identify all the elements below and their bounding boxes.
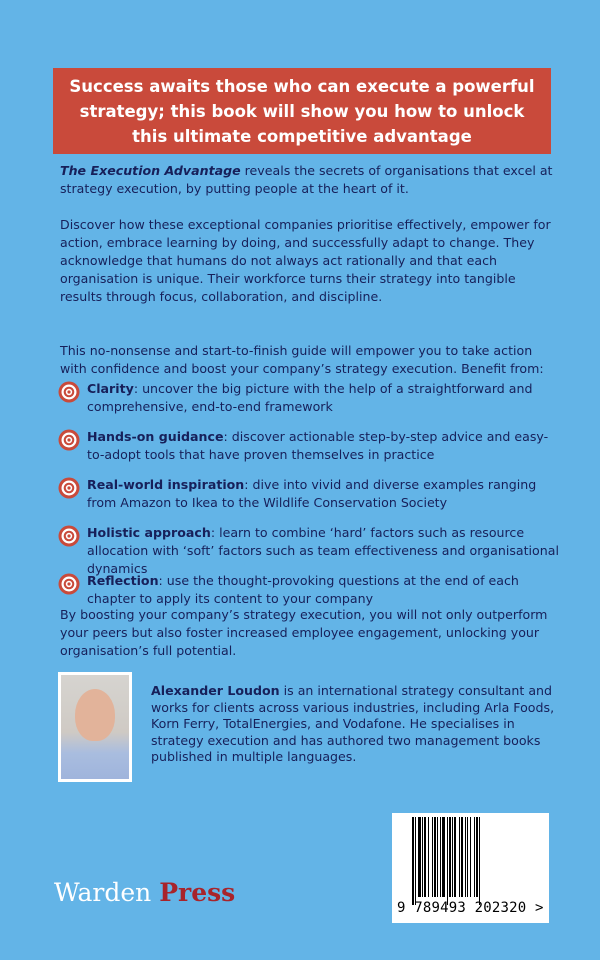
tagline-banner: [53, 68, 551, 154]
author-photo: [58, 672, 132, 782]
benefit-item: [58, 380, 560, 416]
benefit-item: [58, 572, 560, 608]
barcode-bars: [412, 817, 532, 905]
benefit-text: : dive into vivid and diverse examples ranging from Amazon to Ikea to the Wildlife Conservation Society: [87, 477, 537, 510]
target-icon: [58, 429, 80, 451]
intro-paragraph: [60, 162, 560, 198]
benefit-text: : uncover the big picture with the help of a straightforward and comprehensive, end-to-end framework: [87, 381, 533, 414]
target-icon: [58, 477, 80, 499]
book-title: The Execution Advantage: [60, 163, 241, 178]
benefit-label: Clarity: [87, 381, 134, 396]
benefit-item: [58, 524, 560, 578]
benefit-item: [58, 428, 560, 464]
author-bio-text: is an international strategy consultant and works for clients across various industries, including Arla Foods, Korn Ferry, TotalEnergies, and Vodafone. He specialises in strategy execution and has authored two management books published in multiple languages.: [151, 683, 555, 764]
isbn-number: 9 789493 202320 >: [397, 900, 544, 916]
publisher-logo: [54, 878, 235, 907]
benefit-text: : discover actionable step-by-step advice and easy-to-adopt tools that have proven themselves in practice: [87, 429, 549, 462]
author-bio: [151, 683, 566, 766]
isbn-barcode: [392, 813, 549, 923]
benefit-label: Real-world inspiration: [87, 477, 245, 492]
target-icon: [58, 525, 80, 547]
intro-text: reveals the secrets of organisations that excel at strategy execution, by putting people at the heart of it.: [60, 163, 553, 196]
author-name: Alexander Loudon: [151, 683, 280, 698]
target-icon: [58, 573, 80, 595]
publisher-name-1: Warden: [54, 878, 152, 907]
publisher-name-2: Press: [159, 878, 236, 907]
benefit-text: : use the thought-provoking questions at the end of each chapter to apply its content to your company: [87, 573, 519, 606]
guide-paragraph: This no-nonsense and start-to-finish guide will empower you to take action with confidence and boost your company’s strategy execution. Benefit from:: [60, 343, 544, 376]
benefit-item: [58, 476, 560, 512]
description-paragraph: Discover how these exceptional companies prioritise effectively, empower for action, embrace learning by doing, and successfully adapt to change. They acknowledge that humans do not always act rationally and that each organisation is unique. Their workforce turns their strategy into tangible results through focus, collaboration, and discipline.: [60, 217, 551, 304]
benefit-label: Hands-on guidance: [87, 429, 224, 444]
conclusion-paragraph: By boosting your company’s strategy execution, you will not only outperform your peers but also foster increased employee engagement, unlocking your organisation’s full potential.: [60, 607, 548, 658]
benefit-label: Reflection: [87, 573, 159, 588]
target-icon: [58, 381, 80, 403]
benefit-label: Holistic approach: [87, 525, 211, 540]
benefit-text: : learn to combine ‘hard’ factors such as resource allocation with ‘soft’ factors such as team effectiveness and organisational dynamics: [87, 525, 559, 576]
tagline-text: Success awaits those who can execute a powerful strategy; this book will show you how to unlock this ultimate competitive advantage: [69, 76, 535, 146]
